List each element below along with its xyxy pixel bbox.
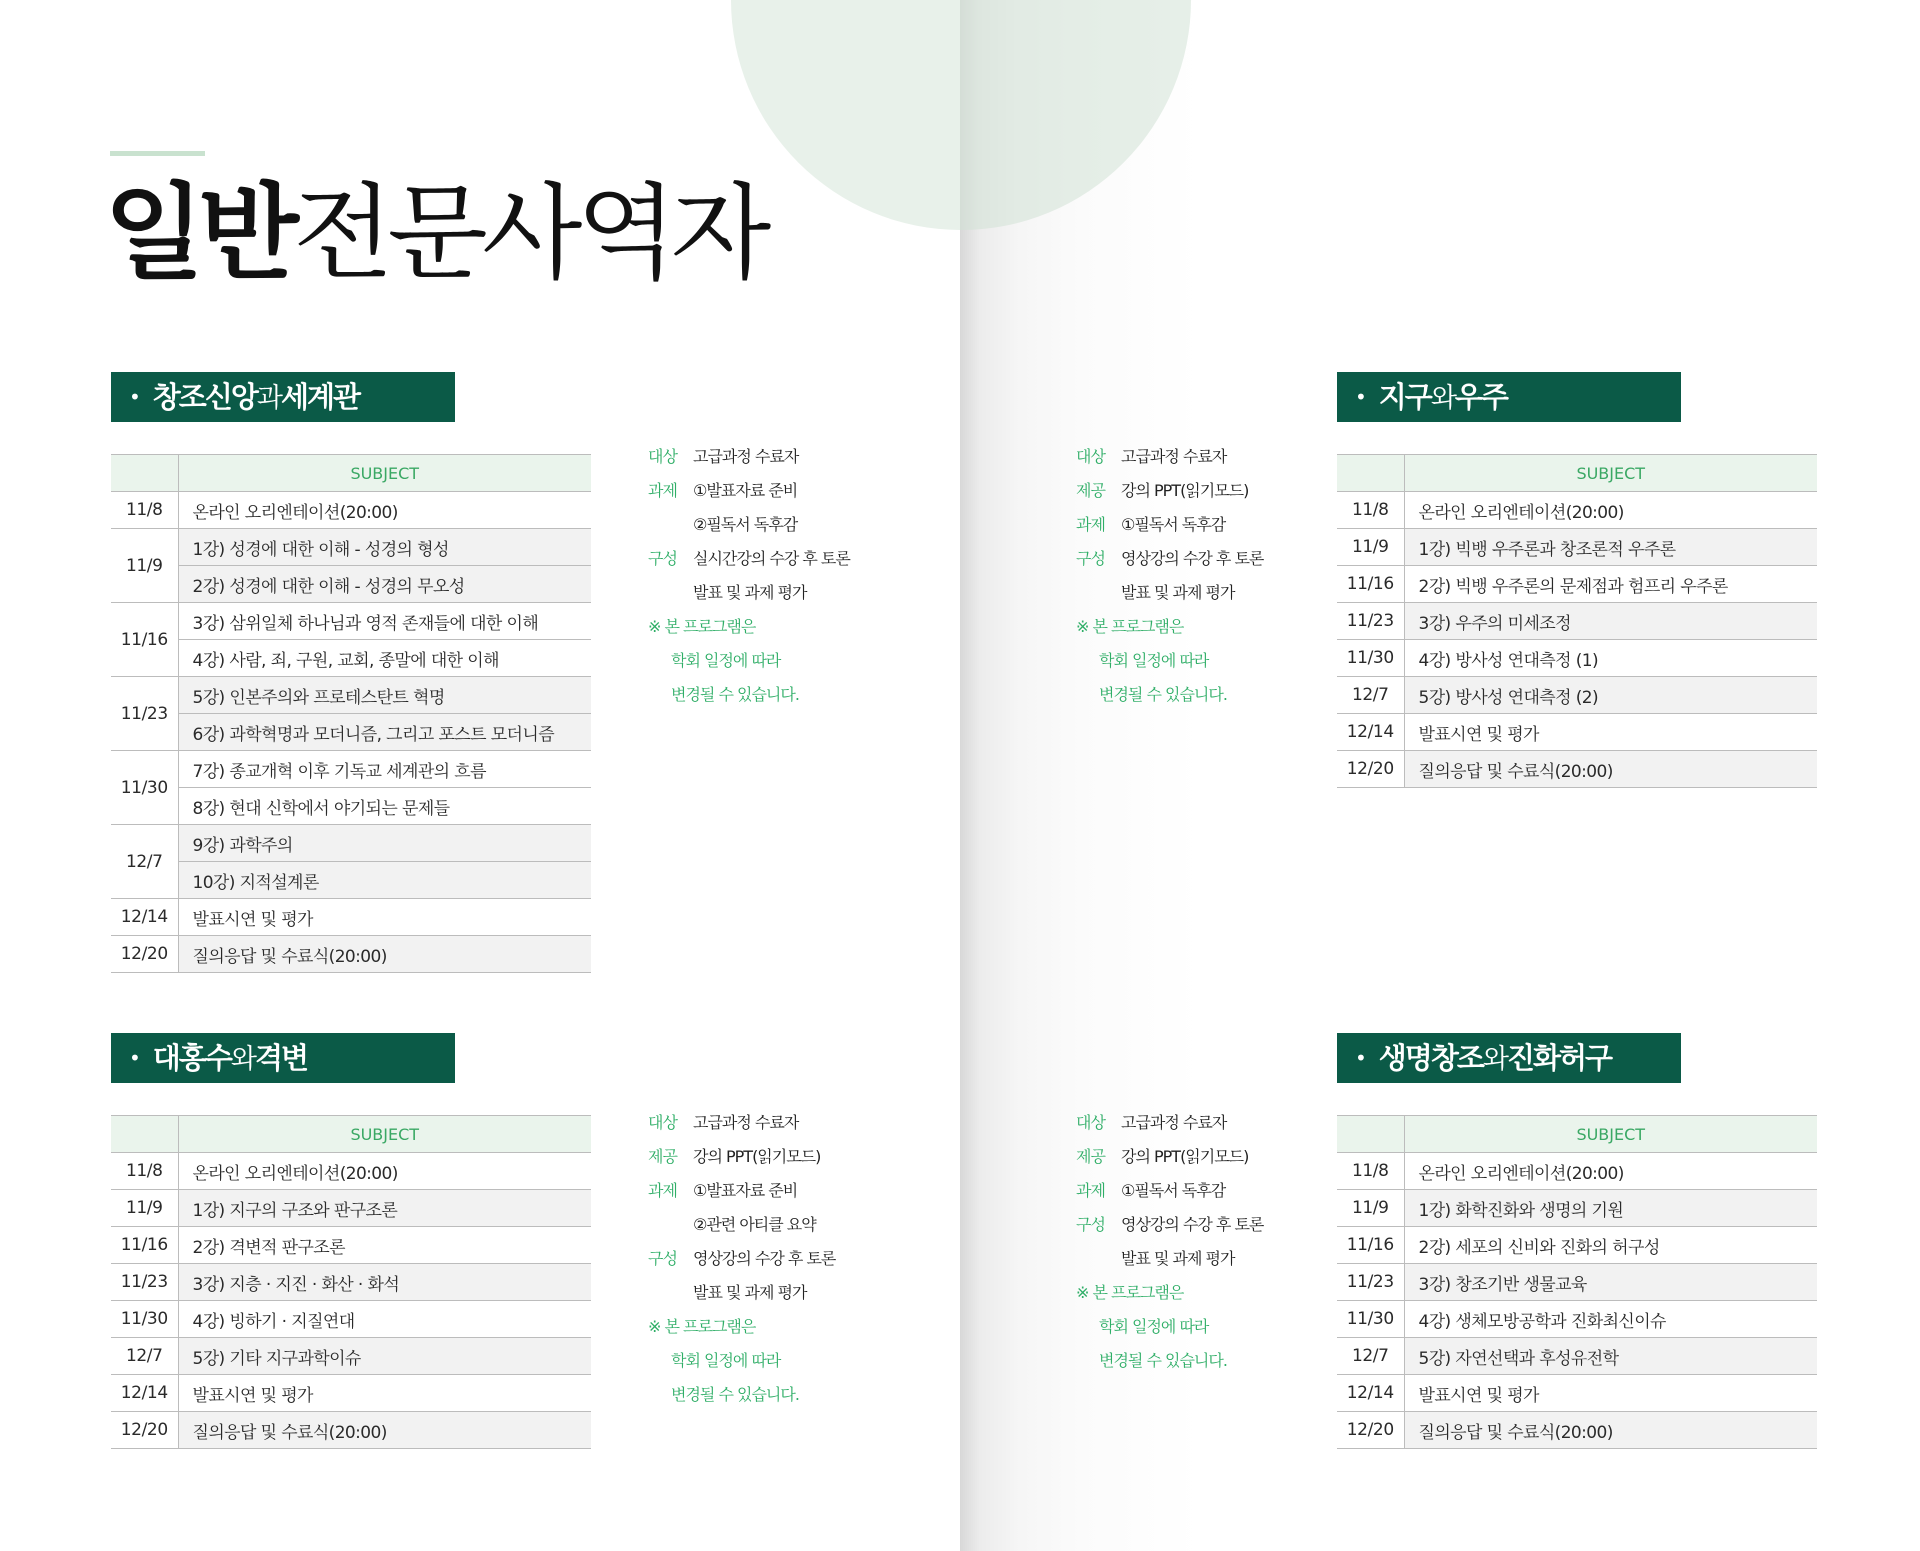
subject-cell: 발표시연 및 평가 — [1404, 1375, 1817, 1412]
info-value: 영상강의 수강 후 토론 — [693, 1249, 836, 1268]
table-row — [111, 714, 591, 751]
info-key: 과제 — [1076, 1181, 1105, 1200]
date-cell: 11/23 — [1337, 603, 1404, 640]
notice-text: 변경될 수 있습니다. — [671, 685, 799, 704]
date-cell: 11/16 — [1337, 566, 1404, 603]
table-header-row — [1337, 1116, 1817, 1153]
notice-text: 학회 일정에 따라 — [1099, 651, 1209, 670]
subject-cell: 2강) 세포의 신비와 진화의 허구성 — [1404, 1227, 1817, 1264]
date-cell: 11/8 — [1337, 1153, 1404, 1190]
section-title-part: 와 — [230, 1044, 255, 1075]
info-key: 구성 — [648, 549, 677, 568]
table-row — [1337, 1227, 1817, 1264]
page-title-bold: 일반 — [104, 172, 293, 294]
section-title-part: 진화허구 — [1506, 1041, 1612, 1075]
subject-cell: 5강) 기타 지구과학이슈 — [178, 1338, 591, 1375]
table-row — [1337, 1338, 1817, 1375]
info-key — [648, 1208, 693, 1242]
info-row — [648, 1242, 835, 1276]
info-key: 과제 — [1076, 515, 1105, 534]
table-row — [111, 825, 591, 862]
notice-text: 변경될 수 있습니다. — [671, 1385, 799, 1404]
info-key: 구성 — [1076, 1215, 1105, 1234]
subject-cell: 10강) 지적설계론 — [178, 862, 591, 899]
info-key: 제공 — [1076, 1147, 1105, 1166]
table-row — [1337, 751, 1817, 788]
subject-cell: 온라인 오리엔테이션(20:00) — [1404, 1153, 1817, 1190]
date-cell: 12/14 — [111, 1375, 178, 1412]
info-row — [648, 576, 850, 610]
info-key: 제공 — [1076, 481, 1105, 500]
date-cell: 11/16 — [111, 1227, 178, 1264]
date-cell: 11/30 — [1337, 1301, 1404, 1338]
info-key — [648, 1276, 693, 1310]
table-row — [111, 603, 591, 640]
subject-cell: 발표시연 및 평가 — [1404, 714, 1817, 751]
info-row — [1076, 542, 1263, 576]
info-row — [1076, 576, 1263, 610]
table-header-row — [1337, 455, 1817, 492]
section-title-part: 과 — [256, 383, 281, 414]
table-row — [111, 1301, 591, 1338]
info-value: 고급과정 수료자 — [693, 1113, 799, 1132]
subject-cell: 질의응답 및 수료식(20:00) — [1404, 1412, 1817, 1449]
notice-text: ※ 본 프로그램은 — [648, 617, 756, 636]
subject-cell: 5강) 자연선택과 후성유전학 — [1404, 1338, 1817, 1375]
course-info-earth-universe — [1076, 440, 1263, 712]
date-cell: 11/9 — [111, 1190, 178, 1227]
page-title-rest: 전문사역자 — [292, 172, 766, 294]
subject-cell: 7강) 종교개혁 이후 기독교 세계관의 흐름 — [178, 751, 591, 788]
date-cell: 12/14 — [1337, 1375, 1404, 1412]
date-cell: 12/7 — [111, 1338, 178, 1375]
info-key: 구성 — [648, 1249, 677, 1268]
section-header-flood-catastrophe — [111, 1033, 455, 1083]
info-row — [648, 1208, 835, 1242]
info-row — [1076, 1208, 1263, 1242]
schedule-table-flood-catastrophe — [111, 1115, 591, 1449]
subject-cell: 1강) 성경에 대한 이해 - 성경의 형성 — [178, 529, 591, 566]
info-value: 강의 PPT(읽기모드) — [693, 1147, 821, 1166]
table-row — [111, 936, 591, 973]
table-row — [1337, 714, 1817, 751]
date-cell: 11/30 — [111, 751, 178, 825]
table-row — [111, 492, 591, 529]
decorative-circle — [731, 0, 960, 230]
date-header — [111, 1116, 178, 1153]
info-row — [1076, 1106, 1263, 1140]
subject-cell: 1강) 빅뱅 우주론과 창조론적 우주론 — [1404, 529, 1817, 566]
title-accent-bar — [110, 151, 205, 156]
info-row — [1076, 1140, 1263, 1174]
subject-cell: 3강) 삼위일체 하나님과 영적 존재들에 대한 이해 — [178, 603, 591, 640]
table-row — [1337, 677, 1817, 714]
notice-text: 변경될 수 있습니다. — [1099, 685, 1227, 704]
date-cell: 11/9 — [111, 529, 178, 603]
section-title-part: 대홍수 — [152, 1041, 231, 1075]
subject-cell: 질의응답 및 수료식(20:00) — [178, 1412, 591, 1449]
date-cell: 11/23 — [1337, 1264, 1404, 1301]
subject-header: SUBJECT — [1404, 455, 1817, 492]
table-row — [111, 1264, 591, 1301]
bullet-dot-icon: • — [129, 1046, 141, 1070]
info-key: 대상 — [648, 447, 677, 466]
table-row — [111, 1190, 591, 1227]
schedule-table-earth-universe — [1337, 454, 1817, 788]
info-row — [648, 1106, 835, 1140]
schedule-table-creation-faith — [111, 454, 591, 973]
section-header-creation-faith — [111, 372, 455, 422]
info-value: ①필독서 독후감 — [1121, 515, 1226, 534]
section-title-part: 격변 — [254, 1041, 307, 1075]
info-value: 영상강의 수강 후 토론 — [1121, 1215, 1264, 1234]
notice-text: ※ 본 프로그램은 — [1076, 1283, 1184, 1302]
date-header — [111, 455, 178, 492]
table-row — [111, 566, 591, 603]
info-row — [648, 1174, 835, 1208]
info-value: ②관련 아티클 요약 — [693, 1215, 816, 1234]
date-cell: 11/30 — [1337, 640, 1404, 677]
table-row — [111, 677, 591, 714]
info-row — [1076, 1174, 1263, 1208]
subject-cell: 4강) 빙하기 · 지질연대 — [178, 1301, 591, 1338]
table-row — [111, 751, 591, 788]
table-row — [111, 899, 591, 936]
date-cell: 12/7 — [1337, 1338, 1404, 1375]
date-header — [1337, 1116, 1404, 1153]
notice-text: 변경될 수 있습니다. — [1099, 1351, 1227, 1370]
table-row — [1337, 1412, 1817, 1449]
date-cell: 11/16 — [111, 603, 178, 677]
date-cell: 11/9 — [1337, 1190, 1404, 1227]
info-key — [648, 508, 693, 542]
bullet-dot-icon: • — [1355, 385, 1367, 409]
date-cell: 11/8 — [1337, 492, 1404, 529]
info-row — [1076, 440, 1263, 474]
subject-cell: 9강) 과학주의 — [178, 825, 591, 862]
subject-cell: 1강) 화학진화와 생명의 기원 — [1404, 1190, 1817, 1227]
subject-header: SUBJECT — [178, 1116, 591, 1153]
info-value: 발표 및 과제 평가 — [1121, 583, 1235, 602]
subject-cell: 2강) 성경에 대한 이해 - 성경의 무오성 — [178, 566, 591, 603]
subject-cell: 4강) 방사성 연대측정 (1) — [1404, 640, 1817, 677]
subject-header: SUBJECT — [178, 455, 591, 492]
info-value: 영상강의 수강 후 토론 — [1121, 549, 1264, 568]
info-row — [648, 440, 850, 474]
info-key: 구성 — [1076, 549, 1105, 568]
subject-cell: 1강) 지구의 구조와 판구조론 — [178, 1190, 591, 1227]
notice-text: ※ 본 프로그램은 — [648, 1317, 756, 1336]
info-row — [648, 1276, 835, 1310]
section-header-earth-universe — [1337, 372, 1681, 422]
date-cell: 11/8 — [111, 492, 178, 529]
subject-cell: 3강) 지층 · 지진 · 화산 · 화석 — [178, 1264, 591, 1301]
table-row — [111, 1338, 591, 1375]
table-header-row — [111, 1116, 591, 1153]
info-key: 과제 — [648, 1181, 677, 1200]
info-value: ①필독서 독후감 — [1121, 1181, 1226, 1200]
info-key: 과제 — [648, 481, 677, 500]
info-value: 실시간강의 수강 후 토론 — [693, 549, 850, 568]
date-cell: 12/14 — [111, 899, 178, 936]
table-row — [111, 1227, 591, 1264]
info-key — [648, 576, 693, 610]
info-key: 대상 — [1076, 1113, 1105, 1132]
subject-cell: 5강) 방사성 연대측정 (2) — [1404, 677, 1817, 714]
subject-cell: 온라인 오리엔테이션(20:00) — [1404, 492, 1817, 529]
course-info-life-creation — [1076, 1106, 1263, 1378]
subject-cell: 발표시연 및 평가 — [178, 899, 591, 936]
info-value: 고급과정 수료자 — [1121, 1113, 1227, 1132]
info-row — [1076, 474, 1263, 508]
subject-cell: 4강) 생체모방공학과 진화최신이슈 — [1404, 1301, 1817, 1338]
section-title-part: 우주 — [1454, 380, 1507, 414]
info-key: 대상 — [1076, 447, 1105, 466]
table-header-row — [111, 455, 591, 492]
table-row — [1337, 1190, 1817, 1227]
section-title-part: 창조신앙 — [152, 380, 257, 414]
table-row — [1337, 1264, 1817, 1301]
table-row — [111, 1375, 591, 1412]
table-row — [111, 788, 591, 825]
info-value: 강의 PPT(읽기모드) — [1121, 481, 1249, 500]
date-cell: 12/20 — [1337, 1412, 1404, 1449]
section-header-life-creation — [1337, 1033, 1681, 1083]
table-row — [1337, 1153, 1817, 1190]
info-key: 제공 — [648, 1147, 677, 1166]
subject-cell: 6강) 과학혁명과 모더니즘, 그리고 포스트 모더니즘 — [178, 714, 591, 751]
notice-text: 학회 일정에 따라 — [671, 1351, 781, 1370]
date-cell: 12/20 — [1337, 751, 1404, 788]
info-row — [648, 1140, 835, 1174]
table-row — [111, 1412, 591, 1449]
subject-cell: 8강) 현대 신학에서 야기되는 문제들 — [178, 788, 591, 825]
date-cell: 11/8 — [111, 1153, 178, 1190]
info-value: ②필독서 독후감 — [693, 515, 798, 534]
table-row — [1337, 603, 1817, 640]
date-cell: 12/20 — [111, 1412, 178, 1449]
subject-cell: 발표시연 및 평가 — [178, 1375, 591, 1412]
subject-cell: 질의응답 및 수료식(20:00) — [178, 936, 591, 973]
date-header — [1337, 455, 1404, 492]
subject-cell: 질의응답 및 수료식(20:00) — [1404, 751, 1817, 788]
info-key: 대상 — [648, 1113, 677, 1132]
notice-text: ※ 본 프로그램은 — [1076, 617, 1184, 636]
info-value: 발표 및 과제 평가 — [693, 1283, 807, 1302]
table-row — [111, 529, 591, 566]
notice-text: 학회 일정에 따라 — [1099, 1317, 1209, 1336]
subject-header: SUBJECT — [1404, 1116, 1817, 1153]
info-value: 고급과정 수료자 — [693, 447, 799, 466]
subject-cell: 5강) 인본주의와 프로테스탄트 혁명 — [178, 677, 591, 714]
bullet-dot-icon: • — [129, 385, 141, 409]
date-cell: 12/14 — [1337, 714, 1404, 751]
page-title — [104, 168, 765, 298]
subject-cell: 4강) 사람, 죄, 구원, 교회, 종말에 대한 이해 — [178, 640, 591, 677]
section-title-part: 지구 — [1378, 380, 1431, 414]
date-cell: 11/23 — [111, 1264, 178, 1301]
date-cell: 11/9 — [1337, 529, 1404, 566]
info-value: 고급과정 수료자 — [1121, 447, 1227, 466]
info-row — [648, 542, 850, 576]
notice-text: 학회 일정에 따라 — [671, 651, 781, 670]
table-row — [111, 862, 591, 899]
info-key — [1076, 1242, 1121, 1276]
info-value: 강의 PPT(읽기모드) — [1121, 1147, 1249, 1166]
table-row — [1337, 640, 1817, 677]
section-title-part: 와 — [1482, 1044, 1507, 1075]
table-row — [1337, 492, 1817, 529]
date-cell: 11/16 — [1337, 1227, 1404, 1264]
schedule-table-life-creation — [1337, 1115, 1817, 1449]
subject-cell: 3강) 창조기반 생물교육 — [1404, 1264, 1817, 1301]
info-value: ①발표자료 준비 — [693, 481, 798, 500]
section-title-part: 생명창조 — [1378, 1041, 1483, 1075]
section-title-part: 와 — [1430, 383, 1455, 414]
subject-cell: 온라인 오리엔테이션(20:00) — [178, 1153, 591, 1190]
table-row — [111, 1153, 591, 1190]
subject-cell: 3강) 우주의 미세조정 — [1404, 603, 1817, 640]
info-row — [648, 474, 850, 508]
date-cell: 11/23 — [111, 677, 178, 751]
subject-cell: 온라인 오리엔테이션(20:00) — [178, 492, 591, 529]
info-row — [1076, 508, 1263, 542]
info-value: ①발표자료 준비 — [693, 1181, 798, 1200]
section-title-part: 세계관 — [280, 380, 359, 414]
table-row — [1337, 1301, 1817, 1338]
table-row — [1337, 566, 1817, 603]
subject-cell: 2강) 빅뱅 우주론의 문제점과 험프리 우주론 — [1404, 566, 1817, 603]
info-value: 발표 및 과제 평가 — [1121, 1249, 1235, 1268]
course-info-creation-faith — [648, 440, 850, 712]
date-cell: 12/7 — [1337, 677, 1404, 714]
table-row — [1337, 529, 1817, 566]
table-row — [1337, 1375, 1817, 1412]
bullet-dot-icon: • — [1355, 1046, 1367, 1070]
date-cell: 12/7 — [111, 825, 178, 899]
table-row — [111, 640, 591, 677]
decorative-circle — [960, 0, 1191, 230]
course-info-flood-catastrophe — [648, 1106, 835, 1412]
info-value: 발표 및 과제 평가 — [693, 583, 807, 602]
subject-cell: 2강) 격변적 판구조론 — [178, 1227, 591, 1264]
date-cell: 11/30 — [111, 1301, 178, 1338]
info-row — [1076, 1242, 1263, 1276]
date-cell: 12/20 — [111, 936, 178, 973]
info-row — [648, 508, 850, 542]
info-key — [1076, 576, 1121, 610]
